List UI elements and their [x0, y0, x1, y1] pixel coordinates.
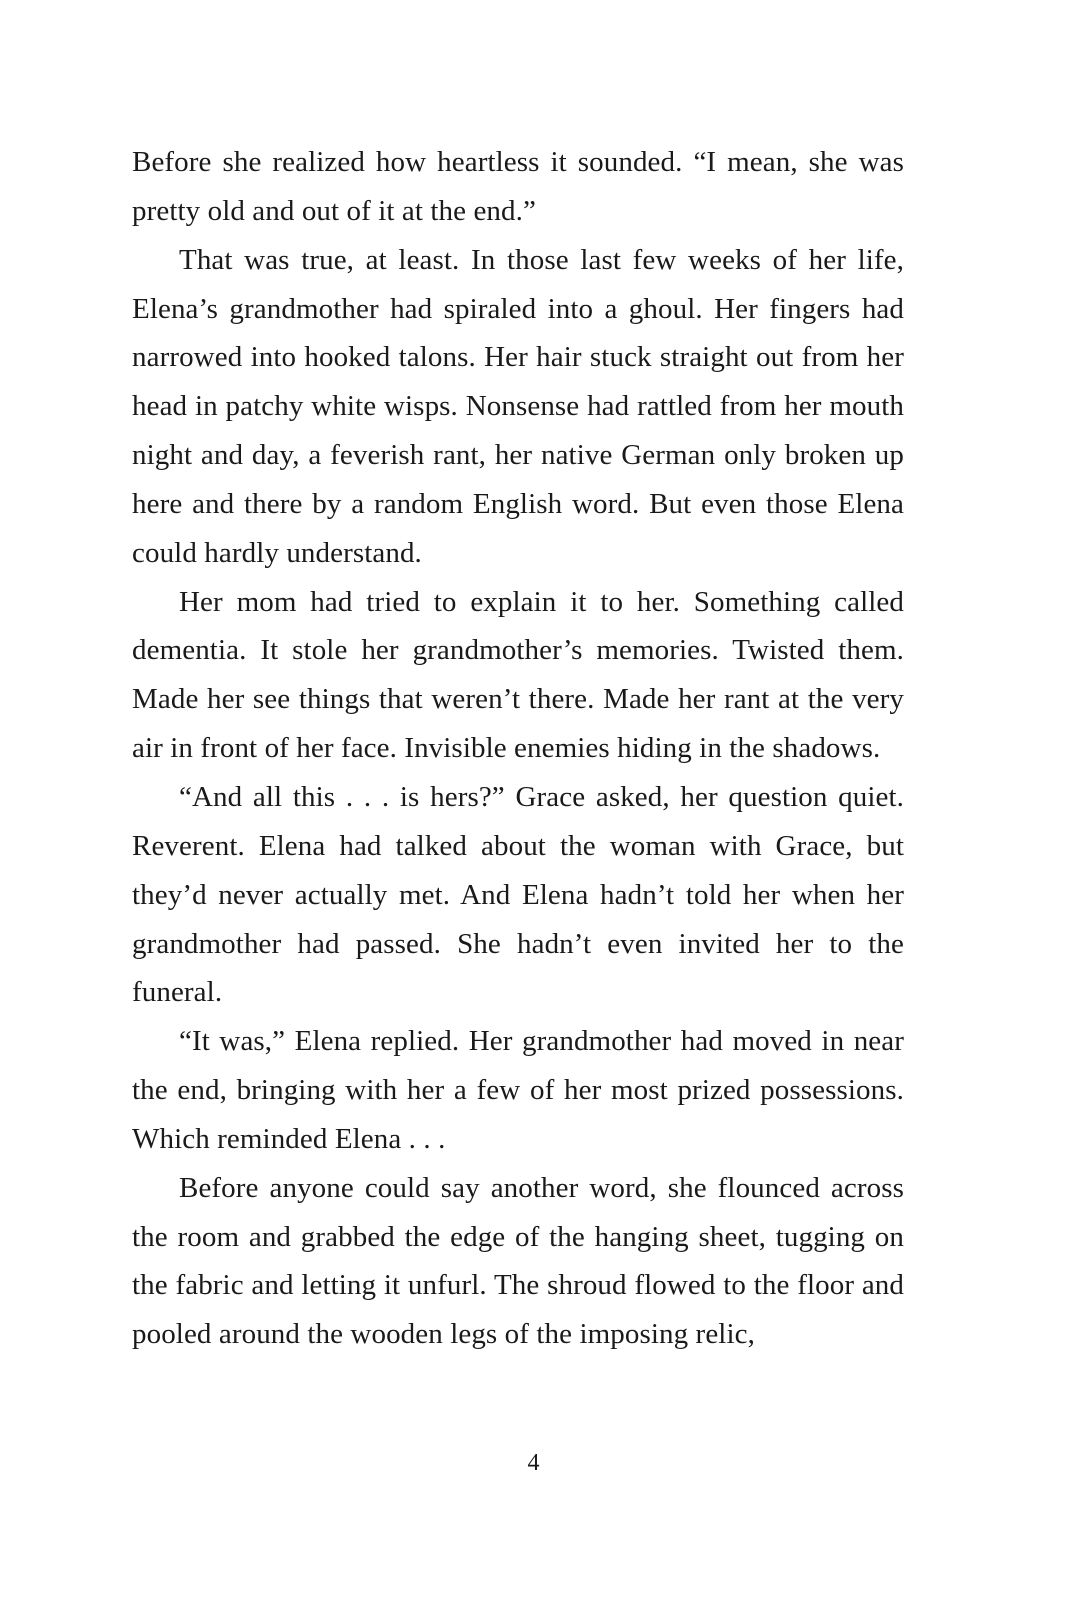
body-text [132, 138, 904, 1359]
paragraph-5: “It was,” Elena replied. Her grandmother had moved in near the end, bringing with her a few of her most prized possessions. Which reminded Elena . . . [132, 1025, 904, 1155]
paragraph-1: Before she realized how heartless it sounded. “I mean, she was pretty old and out of it at the end.” [132, 146, 904, 227]
page-number: 4 [527, 1450, 540, 1476]
paragraph-3: Her mom had tried to explain it to her. Something called dementia. It stole her grandmother’s memories. Twisted them. Made her see things that weren’t there. Made her rant at the very air in front of her face. Invisible enemies hiding in the shadows. [132, 585, 904, 765]
paragraph-4: “And all this . . . is hers?” Grace asked, her question quiet. Reverent. Elena had talked about the woman with Grace, but they’d never actually met. And Elena hadn’t told her when her grandmother had passed. She hadn’t even invited her to the funeral. [132, 780, 904, 1009]
paragraph-2: That was true, at least. In those last few weeks of her life, Elena’s grandmother had spiraled into a ghoul. Her fingers had narrowed into hooked talons. Her hair stuck straight out from her head in patchy white wisps. Nonsense had rattled from her mouth night and day, a feverish rant, her native German only broken up here and there by a random English word. But even those Elena could hardly understand. [132, 243, 904, 569]
paragraph-6: Before anyone could say another word, she flounced across the room and grabbed the edge of the hanging sheet, tugging on the fabric and letting it unfurl. The shroud flowed to the floor and pooled around the wooden legs of the imposing relic, [132, 1171, 904, 1351]
